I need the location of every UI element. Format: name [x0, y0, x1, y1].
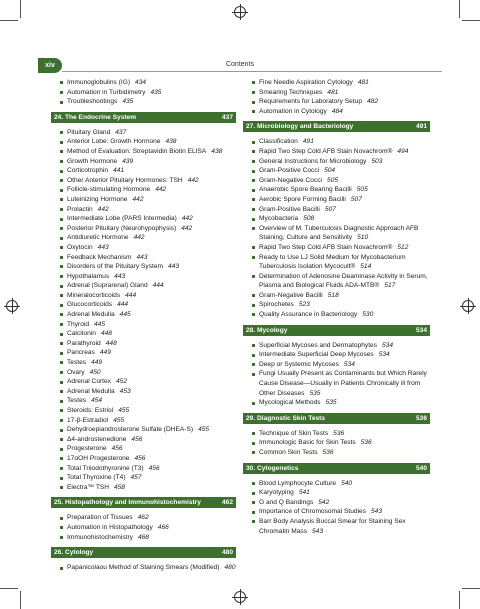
- toc-entry[interactable]: [67, 233, 236, 243]
- toc-entry-page: 453: [119, 387, 131, 395]
- toc-entry-text: 17αOH Progesterone: [67, 454, 130, 462]
- chapter-title: 25. Histopathology and Immunohistochemistry: [54, 499, 201, 507]
- toc-entry[interactable]: [259, 479, 430, 489]
- toc-entry-text: Intermediate Lobe (PARS Intermedia): [67, 215, 177, 223]
- toc-entry[interactable]: [259, 448, 430, 458]
- chapter-page: 480: [221, 549, 233, 557]
- crop-mark: [462, 588, 480, 589]
- toc-entry[interactable]: [259, 291, 430, 301]
- toc-entry-page: 445: [119, 311, 131, 319]
- toc-entry-text: Intermediate Superficial Deep Mycoses: [259, 351, 374, 359]
- chapter-title: 29. Diagnostic Skin Tests: [246, 414, 326, 422]
- toc-entry-text: Automation in Cytology: [259, 107, 327, 115]
- toc-entry[interactable]: [67, 214, 236, 224]
- toc-entry-page: 507: [350, 195, 362, 203]
- toc-section: [243, 325, 430, 408]
- toc-entry-text: Troubleshootings: [67, 98, 118, 106]
- toc-entry[interactable]: [259, 272, 430, 291]
- toc-entry-text: Automation in Histopathology: [67, 523, 153, 531]
- toc-entry-page: 456: [134, 454, 146, 462]
- toc-entry-page: 443: [97, 243, 109, 251]
- toc-entry-text: Karyotyping: [259, 489, 294, 497]
- toc-entry-text: Dehydroepiandrosterone Sulfate (DHEA-S): [67, 426, 194, 434]
- toc-section: [243, 463, 430, 537]
- toc-entry-text: Δ4-androstenedione: [67, 435, 127, 443]
- toc-entry-page: 457: [130, 474, 142, 482]
- chapter-page: 534: [415, 326, 427, 334]
- toc-entry-page: 452: [115, 378, 127, 386]
- toc-entry-page: 536: [333, 429, 345, 437]
- toc-entry-text: Ovary: [67, 368, 85, 376]
- chapter-heading[interactable]: [243, 325, 430, 336]
- toc-entry[interactable]: [67, 300, 236, 310]
- toc-entry[interactable]: [259, 398, 430, 408]
- header-rule: [62, 71, 442, 72]
- toc-entry[interactable]: [67, 262, 236, 272]
- toc-entry[interactable]: [67, 166, 236, 176]
- toc-list: [243, 479, 430, 537]
- toc-entry-text: Smearing Techniques: [259, 88, 323, 96]
- toc-entry[interactable]: [67, 329, 236, 339]
- toc-entry-page: 542: [318, 498, 330, 506]
- toc-entry[interactable]: [67, 358, 236, 368]
- chapter-title: 26. Cytology: [54, 549, 94, 557]
- toc-entry-text: Gram-Positive Bacilli: [259, 205, 320, 213]
- toc-entry-page: 449: [91, 359, 103, 367]
- toc-entry-text: Immunoglobulins (IG): [67, 79, 131, 86]
- toc-entry[interactable]: [67, 483, 236, 493]
- toc-section: [51, 112, 236, 493]
- toc-entry[interactable]: [259, 243, 430, 253]
- toc-entry-text: Technique of Skin Tests: [259, 429, 329, 437]
- toc-entry-text: Antidiuretic Hormone: [67, 234, 129, 242]
- toc-entry[interactable]: [259, 498, 430, 508]
- toc-entry[interactable]: [67, 147, 236, 157]
- toc-entry-text: Papanicolaou Method of Staining Smears (Modified): [67, 564, 220, 572]
- toc-entry-page: 518: [327, 291, 339, 299]
- toc-entry-text: G and Q Bandings: [259, 498, 314, 506]
- toc-entry-page: 434: [135, 79, 147, 86]
- toc-entry-text: Mycobacteria: [259, 215, 299, 223]
- toc-entry-page: 442: [97, 205, 109, 213]
- toc-entry-page: 481: [327, 88, 339, 96]
- toc-entry[interactable]: [67, 396, 236, 406]
- toc-entry-page: 444: [117, 301, 129, 309]
- toc-entry-page: 540: [341, 479, 353, 487]
- toc-entry-text: Preparation of Tissues: [67, 514, 133, 522]
- toc-entry-text: Disorders of the Pituitary System: [67, 263, 164, 271]
- toc-entry-page: 543: [312, 527, 324, 535]
- toc-entry[interactable]: [67, 464, 236, 474]
- toc-entry[interactable]: [67, 128, 236, 138]
- toc-entry-text: Aerobic Spore Forming Bacilli: [259, 195, 346, 203]
- toc-entry-text: Importance of Chromosomal Studies: [259, 508, 367, 516]
- toc-entry-page: 494: [397, 147, 409, 155]
- toc-entry[interactable]: [67, 533, 236, 543]
- toc-entry[interactable]: [67, 368, 236, 378]
- toc-entry[interactable]: [259, 438, 430, 448]
- toc-entry-text: Other Anterior Pituitary Hormones: TSH: [67, 176, 183, 184]
- toc-entry-page: 456: [148, 464, 160, 472]
- toc-entry-page: 435: [122, 98, 134, 106]
- toc-entry-page: 535: [309, 389, 321, 397]
- toc-entry-text: Adrenal Cortex: [67, 378, 111, 386]
- toc-section: [243, 413, 430, 458]
- toc-entry[interactable]: [259, 195, 430, 205]
- toc-entry-page: 503: [371, 157, 383, 165]
- toc-entry[interactable]: [259, 517, 430, 536]
- toc-entry-text: Adrenal (Suprarenal) Gland: [67, 282, 148, 290]
- toc-entry-page: 441: [113, 167, 125, 175]
- toc-entry[interactable]: [67, 176, 236, 186]
- running-header-title: Contents: [225, 61, 255, 68]
- toc-entry-text: 17-β-Estradiol: [67, 416, 109, 424]
- toc-entry[interactable]: [67, 291, 236, 301]
- toc-entry-text: Immunohistochemistry: [67, 533, 133, 541]
- toc-section: [51, 497, 236, 542]
- toc-entry-page: 443: [136, 253, 148, 261]
- toc-entry[interactable]: [259, 253, 430, 272]
- toc-entry[interactable]: [67, 243, 236, 253]
- toc-list: [243, 78, 430, 116]
- toc-entry-text: Deep or Systemic Mycoses: [259, 360, 339, 368]
- toc-entry-text: Growth Hormone: [67, 157, 118, 165]
- toc-entry-page: 439: [122, 157, 134, 165]
- toc-entry[interactable]: [67, 387, 236, 397]
- toc-entry[interactable]: [259, 369, 430, 398]
- toc-entry[interactable]: [67, 97, 236, 107]
- toc-entry[interactable]: [67, 272, 236, 282]
- toc-entry[interactable]: [67, 563, 236, 573]
- toc-entry[interactable]: [259, 107, 430, 117]
- crop-mark: [459, 591, 460, 609]
- toc-entry-page: 505: [327, 176, 339, 184]
- toc-entry[interactable]: [259, 350, 430, 360]
- right-column: [243, 78, 430, 541]
- crop-mark: [0, 20, 18, 21]
- toc-entry-text: Method of Evaluation: Streptavidin Biotin ELISA: [67, 147, 207, 155]
- toc-list: [243, 429, 430, 458]
- toc-entry-page: 534: [378, 351, 390, 359]
- toc-entry-text: Pancreas: [67, 349, 95, 357]
- chapter-title: 28. Mycology: [246, 326, 288, 334]
- toc-entry-page: 442: [133, 234, 145, 242]
- toc-entry-page: 443: [114, 272, 126, 280]
- toc-entry[interactable]: [259, 360, 430, 370]
- chapter-title: 30. Cytogenetics: [246, 464, 299, 472]
- toc-entry[interactable]: [67, 205, 236, 215]
- toc-entry-text: Superficial Mycoses and Dermatophytes: [259, 341, 378, 349]
- crop-mark: [459, 0, 460, 18]
- registration-mark-icon: [234, 6, 246, 18]
- toc-entry[interactable]: [67, 88, 236, 98]
- toc-list: [243, 137, 430, 319]
- toc-entry[interactable]: [67, 195, 236, 205]
- toc-entry[interactable]: [67, 435, 236, 445]
- toc-entry-text: Total Thyroxine (T4): [67, 474, 126, 482]
- toc-entry-text: Gram-Positive Cocci: [259, 167, 320, 175]
- toc-entry-text: Oxytocin: [67, 243, 93, 251]
- toc-entry-page: 508: [303, 215, 315, 223]
- toc-entry[interactable]: [67, 320, 236, 330]
- toc-entry-page: 523: [298, 301, 310, 309]
- toc-entry[interactable]: [67, 224, 236, 234]
- toc-list: [51, 513, 236, 542]
- toc-entry-page: 445: [94, 320, 106, 328]
- toc-entry[interactable]: [67, 444, 236, 454]
- crop-mark: [20, 0, 21, 18]
- crop-mark: [462, 20, 480, 21]
- toc-entry-page: 505: [356, 186, 368, 194]
- toc-entry[interactable]: [67, 78, 236, 88]
- toc-entry[interactable]: [67, 339, 236, 349]
- toc-entry-page: 536: [360, 439, 372, 447]
- toc-entry-text: Thyroid: [67, 320, 89, 328]
- toc-entry[interactable]: [67, 523, 236, 533]
- toc-entry-text: Corticotrophin: [67, 167, 109, 175]
- toc-entry[interactable]: [67, 310, 236, 320]
- toc-entry[interactable]: [67, 425, 236, 435]
- toc-entry-text: Parathyroid: [67, 339, 101, 347]
- toc-entry-page: 443: [168, 263, 180, 271]
- toc-entry[interactable]: [259, 341, 430, 351]
- toc-entry-page: 491: [302, 138, 314, 146]
- toc-entry-text: Gram-Negative Cocci: [259, 176, 323, 184]
- toc-entry-page: 456: [131, 435, 143, 443]
- toc-entry-page: 455: [198, 426, 210, 434]
- toc-entry-text: Testes: [67, 359, 87, 367]
- toc-entry-page: 510: [357, 234, 369, 242]
- toc-entry-page: 437: [115, 128, 127, 136]
- toc-entry-text: Gram-Negative Bacilli: [259, 291, 323, 299]
- toc-entry-page: 541: [298, 489, 310, 497]
- crop-mark: [20, 591, 21, 609]
- chapter-heading[interactable]: [51, 547, 236, 558]
- toc-entry[interactable]: [67, 348, 236, 358]
- toc-entry-page: 458: [114, 483, 126, 491]
- chapter-title: 24. The Endocrine System: [54, 113, 137, 121]
- toc-entry[interactable]: [259, 185, 430, 195]
- toc-entry-text: Common Skin Tests: [259, 449, 318, 456]
- toc-entry-text: Barr Body Analysis Buccal Smear for Staining Sex Chromatin Mass: [259, 517, 406, 535]
- toc-entry[interactable]: [259, 157, 430, 167]
- toc-entry-page: 507: [324, 205, 336, 213]
- toc-entry-text: Feedback Mechanism: [67, 253, 132, 261]
- toc-entry[interactable]: [67, 513, 236, 523]
- chapter-heading[interactable]: [243, 121, 430, 132]
- toc-entry-text: Steroids: Estriol: [67, 407, 114, 414]
- registration-mark-icon: [234, 591, 246, 603]
- toc-entry-text: Total Triiodothyronine (T3): [67, 464, 144, 472]
- toc-entry-text: General Instructions for Microbiology: [259, 157, 367, 165]
- toc-entry-text: Automation in Turbidimetry: [67, 88, 146, 96]
- toc-entry-page: 466: [157, 523, 169, 531]
- toc-entry-text: Mycological Methods: [259, 399, 321, 407]
- toc-entry-page: 534: [343, 360, 355, 368]
- chapter-page: 437: [221, 113, 233, 121]
- toc-entry[interactable]: [259, 488, 430, 498]
- toc-entry[interactable]: [259, 214, 430, 224]
- toc-entry-text: Hypothalamus: [67, 272, 110, 280]
- chapter-page: 536: [415, 414, 427, 422]
- toc-section: [51, 78, 236, 107]
- toc-entry-text: Glucocorticoids: [67, 301, 113, 309]
- registration-mark-icon: [462, 300, 474, 312]
- toc-entry[interactable]: [67, 406, 236, 416]
- toc-entry[interactable]: [259, 224, 430, 243]
- toc-entry-text: Classification: [259, 138, 298, 146]
- toc-entry[interactable]: [67, 185, 236, 195]
- toc-entry-page: 504: [324, 167, 336, 175]
- toc-entry-text: Fine Needle Aspiration Cytology: [259, 79, 353, 86]
- toc-entry-text: Rapid Two Step Cold AFB Stain Novachrom®: [259, 243, 393, 251]
- toc-entry-page: 468: [137, 533, 149, 541]
- toc-entry[interactable]: [259, 166, 430, 176]
- toc-entry[interactable]: [67, 416, 236, 426]
- toc-list: [51, 128, 236, 493]
- toc-entry-page: 481: [357, 79, 369, 86]
- toc-entry-page: 455: [113, 416, 125, 424]
- chapter-heading[interactable]: [51, 497, 236, 508]
- chapter-page: 491: [415, 123, 427, 131]
- toc-entry-text: Electra™ TSH: [67, 483, 110, 491]
- toc-entry-text: Quality Assurance in Bacteriology: [259, 311, 358, 319]
- toc-entry-page: 448: [100, 330, 112, 338]
- toc-entry-page: 536: [322, 449, 334, 456]
- chapter-heading[interactable]: [243, 413, 430, 424]
- toc-entry-page: 449: [99, 349, 111, 357]
- toc-entry-page: 512: [397, 243, 409, 251]
- chapter-heading[interactable]: [51, 112, 236, 123]
- toc-entry[interactable]: [259, 97, 430, 107]
- toc-entry-text: Testes: [67, 397, 87, 405]
- toc-entry-page: 455: [118, 407, 130, 414]
- toc-list: [51, 563, 236, 573]
- toc-entry-page: 442: [181, 224, 193, 232]
- toc-entry-page: 442: [181, 215, 193, 223]
- toc-entry-page: 442: [155, 186, 167, 194]
- chapter-page: 540: [415, 464, 427, 472]
- toc-entry-page: 456: [111, 445, 123, 453]
- toc-entry-text: Ready to Use LJ Solid Medium for Mycobacterium Tuberculosis Isolation Mycocult®: [259, 253, 406, 271]
- toc-entry[interactable]: [259, 429, 430, 439]
- toc-entry-page: 442: [132, 195, 144, 203]
- toc-entry-text: Calcitonin: [67, 330, 96, 338]
- chapter-heading[interactable]: [243, 463, 430, 474]
- toc-entry-page: 442: [187, 176, 199, 184]
- toc-entry[interactable]: [67, 454, 236, 464]
- toc-list: [51, 78, 236, 107]
- toc-entry[interactable]: [67, 281, 236, 291]
- toc-section: [243, 78, 430, 116]
- toc-entry-text: Prolactin: [67, 205, 93, 213]
- toc-entry[interactable]: [67, 473, 236, 483]
- toc-entry[interactable]: [67, 157, 236, 167]
- toc-entry[interactable]: [259, 205, 430, 215]
- chapter-page: 462: [221, 499, 233, 507]
- toc-entry-page: 448: [105, 339, 117, 347]
- toc-entry-page: 543: [371, 508, 383, 516]
- toc-entry[interactable]: [67, 137, 236, 147]
- toc-entry-page: 454: [91, 397, 103, 405]
- toc-entry-page: 535: [325, 399, 337, 407]
- toc-entry-page: 450: [89, 368, 101, 376]
- toc-entry[interactable]: [259, 300, 430, 310]
- registration-mark-icon: [6, 300, 18, 312]
- toc-entry-page: 517: [384, 282, 396, 290]
- toc-entry-text: Pituitary Gland: [67, 128, 111, 136]
- toc-entry-text: Adrenal Medulla: [67, 311, 115, 319]
- toc-entry[interactable]: [259, 310, 430, 320]
- toc-entry-text: Determination of Adenosine Deaminase Activity in Serum, Plasma and Biological Fluids ADA-MTB®: [259, 272, 428, 290]
- toc-entry-text: Anterior Lobe: Growth Hormone: [67, 138, 161, 146]
- toc-entry-text: Immunologic Basic for Skin Tests: [259, 439, 356, 447]
- toc-entry-text: Overview of M. Tuberculosis Diagnostic Approach AFB Staining, Culture and Sensitivity: [259, 224, 419, 242]
- toc-entry-text: Spirochetes: [259, 301, 294, 309]
- toc-section: [243, 121, 430, 319]
- toc-entry[interactable]: [259, 88, 430, 98]
- toc-entry-text: Luteinizing Hormone: [67, 195, 128, 203]
- toc-entry-page: 444: [125, 291, 137, 299]
- toc-list: [243, 341, 430, 408]
- crop-mark: [0, 588, 18, 589]
- toc-entry-page: 444: [152, 282, 164, 290]
- chapter-title: 27. Microbiology and Bacteriology: [246, 123, 354, 131]
- toc-section: [51, 547, 236, 573]
- toc-entry[interactable]: [67, 253, 236, 263]
- toc-entry-text: Posterior Pituitary (Neurohypophysis): [67, 224, 177, 232]
- toc-entry-text: Mineralocorticoids: [67, 291, 121, 299]
- left-column: [51, 78, 236, 578]
- toc-entry-page: 435: [150, 88, 162, 96]
- toc-entry-page: 482: [367, 98, 379, 106]
- toc-entry-text: Rapid Two Step Cold AFB Stain Novachrom®: [259, 147, 393, 155]
- toc-entry[interactable]: [259, 176, 430, 186]
- toc-entry[interactable]: [259, 147, 430, 157]
- toc-entry-text: Adrenal Medulla: [67, 387, 115, 395]
- toc-entry[interactable]: [259, 507, 430, 517]
- toc-entry-text: Progesterone: [67, 445, 107, 453]
- toc-entry-text: Requirements for Laboratory Setup: [259, 98, 362, 106]
- toc-entry-page: 530: [362, 311, 374, 319]
- toc-entry-page: 534: [382, 341, 394, 349]
- toc-entry-page: 438: [165, 138, 177, 146]
- toc-entry-page: 438: [211, 147, 223, 155]
- toc-entry-text: Follicle-stimulating Hormone: [67, 186, 151, 194]
- toc-entry-page: 514: [360, 263, 372, 271]
- toc-entry[interactable]: [67, 377, 236, 387]
- toc-entry[interactable]: [259, 137, 430, 147]
- toc-entry-page: 462: [137, 514, 149, 522]
- toc-entry-page: 480: [224, 564, 236, 572]
- toc-entry-text: Anaerobic Spore Bearing Bacilli: [259, 186, 352, 194]
- page-number-badge: xiv: [38, 58, 62, 73]
- toc-entry-text: Fungi Usually Present as Contaminants but Which Rarely Cause Disease—Usually in Patients Chronically ill from Other Diseases: [259, 370, 427, 397]
- toc-entry-page: 484: [331, 107, 343, 115]
- toc-entry-text: Blood Lymphocyte Culture: [259, 479, 337, 487]
- toc-entry[interactable]: [259, 78, 430, 88]
